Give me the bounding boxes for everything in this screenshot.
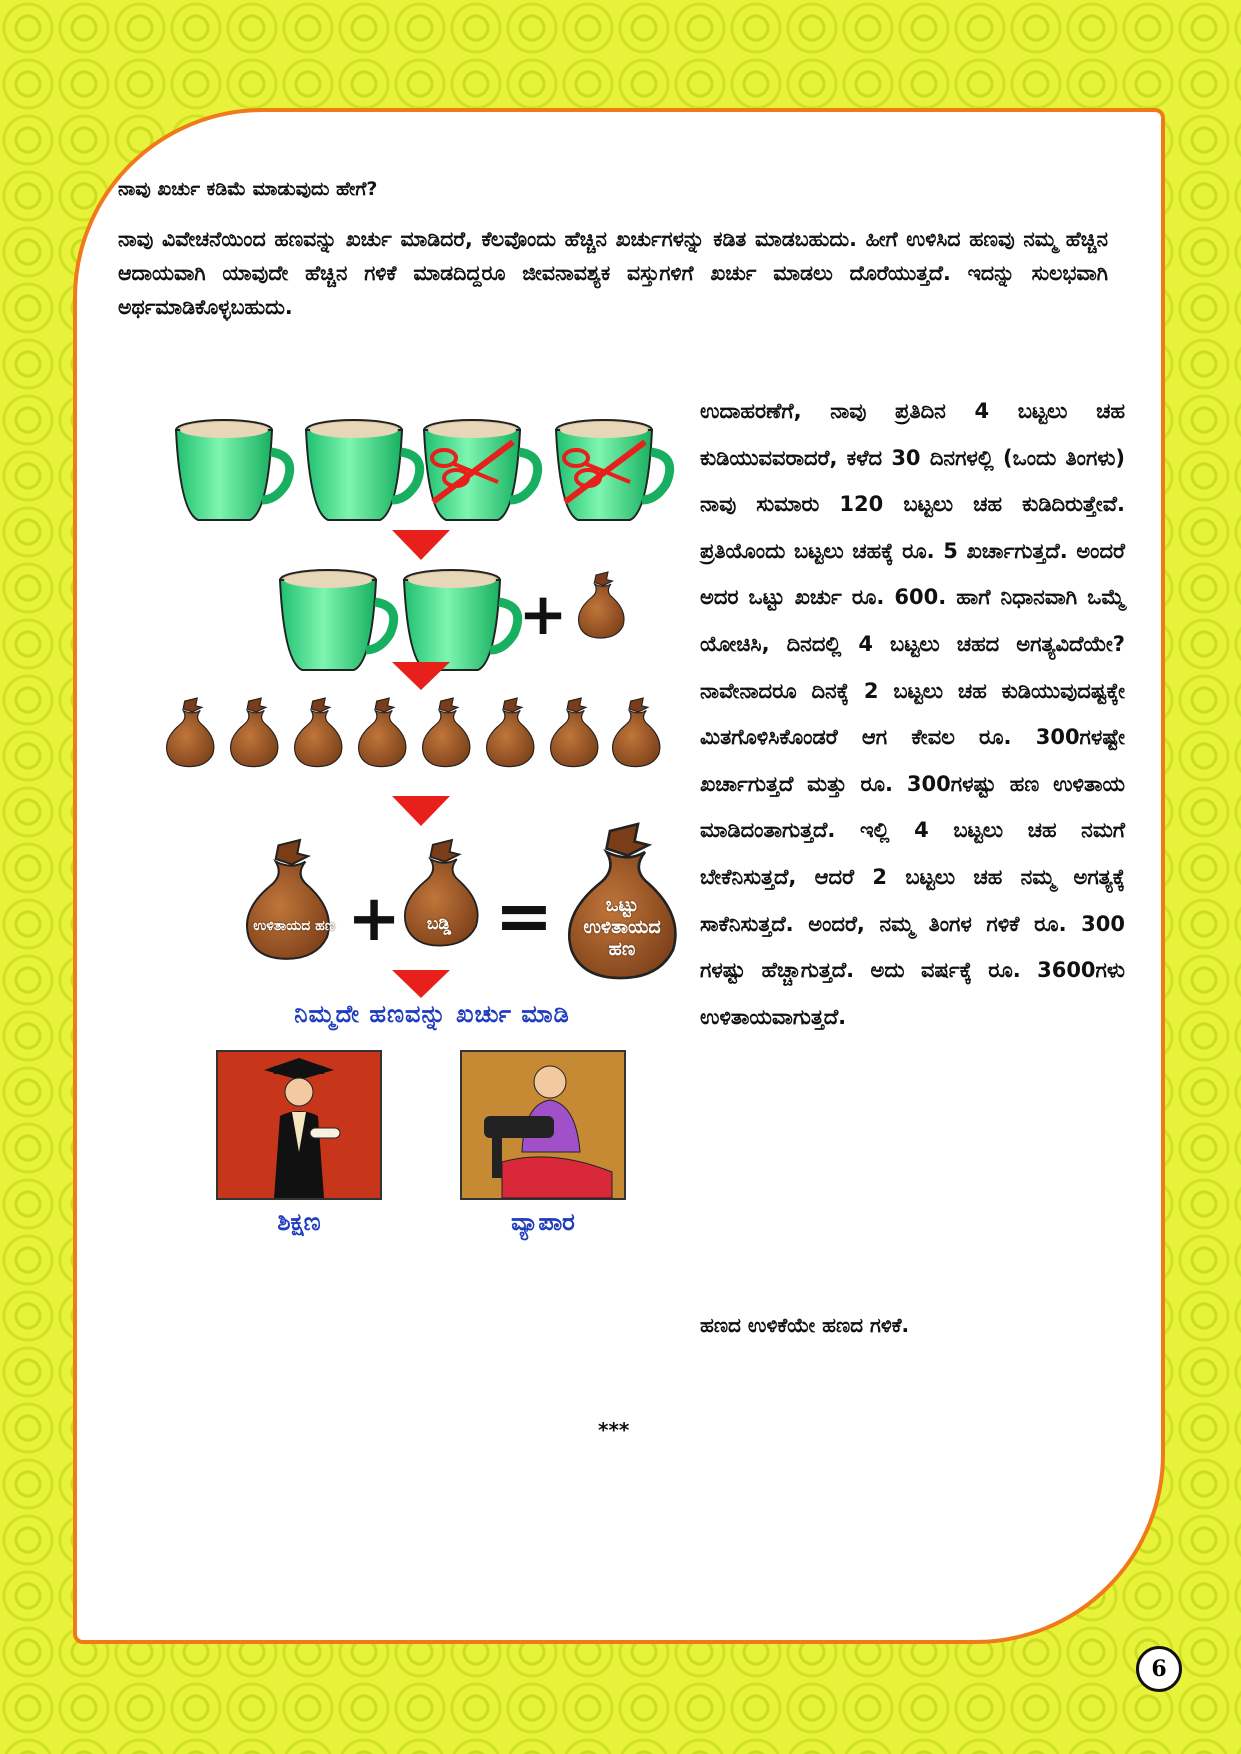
tea-cup-icon (176, 420, 290, 520)
money-bag-icon (167, 698, 214, 767)
education-picture (216, 1050, 382, 1200)
money-bag-icon (231, 698, 278, 767)
tea-cup-icon (306, 420, 420, 520)
bag-label-interest: ಬಡ್ಡಿ (426, 914, 452, 934)
down-arrow-icon (392, 796, 450, 826)
tailor-icon (462, 1052, 624, 1198)
page-number: 6 (1136, 1646, 1182, 1692)
plus-sign: + (347, 882, 401, 956)
graduate-icon (218, 1052, 380, 1198)
tea-cup-icon (404, 570, 518, 670)
spend-your-money-label: ನಿಮ್ಮದೇ ಹಣವನ್ನು ಖರ್ಚು ಮಾಡಿ (294, 1000, 570, 1028)
money-bag-icon (579, 572, 625, 638)
closing-line: ಹಣದ ಉಳಿಕೆಯೇ ಹಣದ ಗಳಿಕೆ. (700, 1313, 910, 1337)
money-bag-icon (359, 698, 406, 767)
education-label: ಶಿಕ್ಷಣ (277, 1208, 321, 1236)
down-arrow-icon (392, 662, 450, 690)
money-bag-icon (423, 698, 470, 767)
business-picture (460, 1050, 626, 1200)
tea-cup-icon (280, 570, 394, 670)
down-arrow-icon (392, 530, 450, 560)
equals-sign: = (494, 875, 554, 957)
separator: *** (598, 1418, 630, 1442)
section-heading: ನಾವು ಖರ್ಚು ಕಡಿಮೆ ಮಾಡುವುದು ಹೇಗೆ? (118, 178, 378, 200)
bag-label-total: ಒಟ್ಟು ಉಳಿತಾಯದ ಹಣ (583, 894, 661, 960)
down-arrow-icon (392, 970, 450, 998)
bag-label-saved: ಉಳಿತಾಯದ ಹಣ (253, 918, 335, 934)
plus-sign: + (518, 580, 568, 648)
money-bag-icon (487, 698, 534, 767)
tea-cup-icon (424, 420, 538, 520)
money-bag-icon (613, 698, 660, 767)
tea-cup-icon (556, 420, 670, 520)
money-bag-icon (295, 698, 342, 767)
money-bag-icon (551, 698, 598, 767)
example-text: ಉದಾಹರಣೆಗೆ, ನಾವು ಪ್ರತಿದಿನ 4 ಬಟ್ಟಲು ಚಹ ಕುಡಿಯುವವರಾದರೆ, ಕಳೆದ 30 ದಿನಗಳಲ್ಲಿ (ಒಂದು ತಿಂಗಳು) ನಾವು ಸುಮಾರು 120 ಬಟ್ಟಲು ಚಹ ಕುಡಿದಿರುತ್ತೇವೆ. ಪ್ರತಿಯೊಂದು ಬಟ್ಟಲು ಚಹಕ್ಕೆ ರೂ. 5 ಖರ್ಚಾಗುತ್ತದೆ. ಅಂದರೆ ಅದರ ಒಟ್ಟು ಖರ್ಚು ರೂ. 600. ಹಾಗೆ ನಿಧಾನವಾಗಿ ಒಮ್ಮೆ ಯೋಚಿಸಿ, ದಿನದಲ್ಲಿ 4 ಬಟ್ಟಲು ಚಹದ ಅಗತ್ಯವಿದೆಯೇ? ನಾವೇನಾದರೂ ದಿನಕ್ಕೆ 2 ಬಟ್ಟಲು ಚಹ ಕುಡಿಯುವುದಷ್ಟಕ್ಕೇ ಮಿತಗೊಳಿಸಿಕೊಂಡರೆ ಆಗ ಕೇವಲ ರೂ. 300ಗಳಷ್ಟೇ ಖರ್ಚಾಗುತ್ತದೆ ಮತ್ತು ರೂ. 300ಗಳಷ್ಟು ಹಣ ಉಳಿತಾಯ ಮಾಡಿದಂತಾಗುತ್ತದೆ. ಇಲ್ಲಿ 4 ಬಟ್ಟಲು ಚಹ ನಮಗೆ ಬೇಕೆನಿಸುತ್ತದೆ, ಆದರೆ 2 ಬಟ್ಟಲು ಚಹ ನಮ್ಮ ಅಗತ್ಯಕ್ಕೆ ಸಾಕೆನಿಸುತ್ತದೆ. ಅಂದರೆ, ನಮ್ಮ ತಿಂಗಳ ಗಳಿಕೆ ರೂ. 300 ಗಳಷ್ಟು ಹೆಚ್ಚಾಗುತ್ತದೆ. ಅದು ವರ್ಷಕ್ಕೆ ರೂ. 3600ಗಳು ಉಳಿತಾಯವಾಗುತ್ತದೆ. (700, 399, 1125, 1029)
intro-text: ನಾವು ವಿವೇಚನೆಯಿಂದ ಹಣವನ್ನು ಖರ್ಚು ಮಾಡಿದರೆ, ಕೆಲವೊಂದು ಹೆಚ್ಚಿನ ಖರ್ಚುಗಳನ್ನು ಕಡಿತ ಮಾಡಬಹುದು. ಹೀಗೆ ಉಳಿಸಿದ ಹಣವು ನಮ್ಮ ಹೆಚ್ಚಿನ ಆದಾಯವಾಗಿ ಯಾವುದೇ ಹೆಚ್ಚಿನ ಗಳಿಕೆ ಮಾಡದಿದ್ದರೂ ಜೀವನಾವಶ್ಯಕ ವಸ್ತುಗಳಿಗೆ ಖರ್ಚು ಮಾಡಲು ದೊರೆಯುತ್ತದೆ. ಇದನ್ನು ಸುಲಭವಾಗಿ ಅರ್ಥಮಾಡಿಕೊಳ್ಳಬಹುದು. (118, 227, 1108, 319)
business-label: ವ್ಯಾಪಾರ (511, 1208, 575, 1236)
savings-illustration (160, 400, 670, 1280)
example-paragraph (700, 388, 1125, 1040)
money-bag-icon (247, 840, 329, 959)
intro-paragraph (118, 222, 1108, 324)
